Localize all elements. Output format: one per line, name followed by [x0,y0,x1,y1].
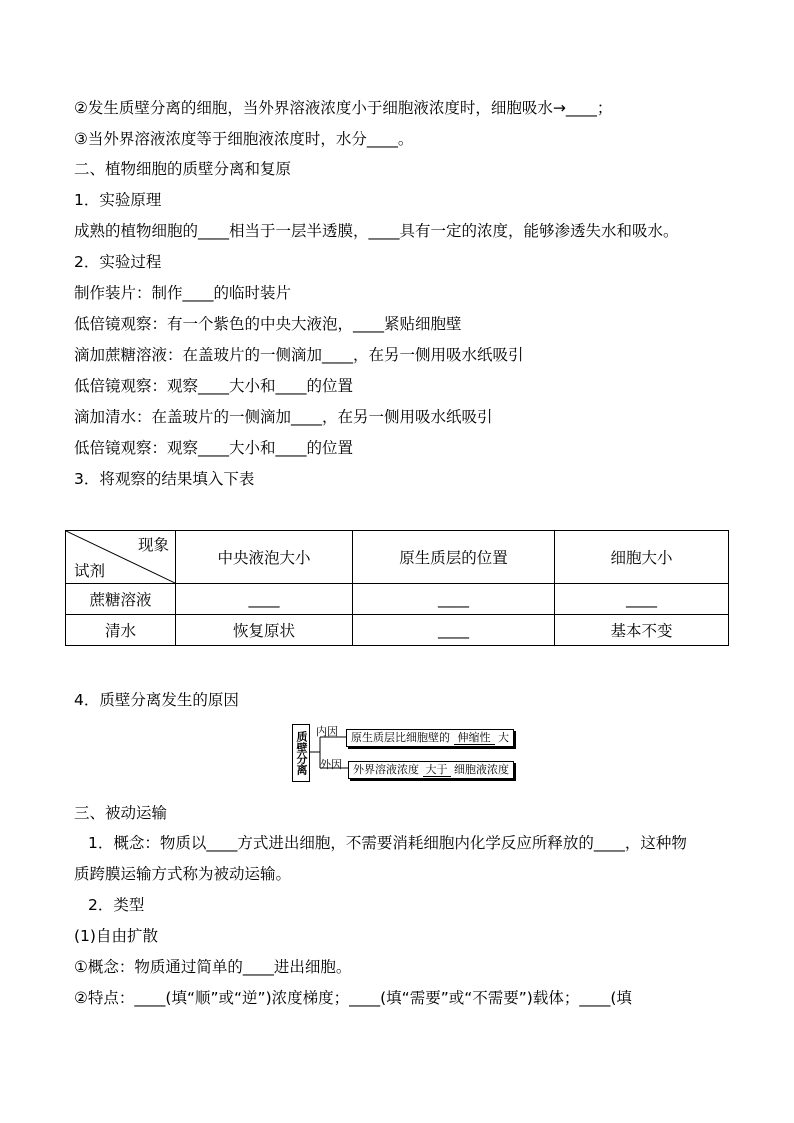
table-header-row [66,531,729,584]
row-label: 蔗糖溶液 [66,584,176,615]
text-line: 成熟的植物细胞的____相当于一层半透膜，____具有一定的浓度，能够渗透失水和吸水。 [74,222,679,240]
outer-cause-label: 外因 [320,758,342,771]
text-line: 滴加蔗糖溶液：在盖玻片的一侧滴加____，在另一侧用吸水纸吸引 [74,346,524,364]
table-cell: 基本不变 [555,615,729,646]
table-row [66,584,729,615]
section-heading: 三、被动运输 [74,804,168,822]
subheading: 3．将观察的结果填入下表 [74,470,255,488]
table-header: 原生质层的位置 [353,531,555,584]
subheading: 4．质壁分离发生的原因 [74,691,239,709]
text-line: 滴加清水：在盖玻片的一侧滴加____，在另一侧用吸水纸吸引 [74,408,493,426]
text-line: 低倍镜观察：观察____大小和____的位置 [74,377,354,395]
text-line: 1．概念：物质以____方式进出细胞，不需要消耗细胞内化学反应所释放的____，这种物 [88,834,687,852]
outer-cause-box [348,761,514,779]
text-line: ②特点：____(填“顺”或“逆”)浓度梯度；____(填“需要”或“不需要”)载体；____(填 [74,989,632,1007]
text-line: ②发生质壁分离的细胞，当外界溶液浓度小于细胞液浓度时，细胞吸水→____； [74,99,613,117]
outer-cause-suffix: 细胞液浓度 [454,763,509,776]
table-row [66,615,729,646]
text-line: ①概念：物质通过简单的____进出细胞。 [74,958,352,976]
table-corner-cell [66,531,176,584]
corner-bottom-label: 试剂 [74,562,106,580]
outer-cause-fill: 大于 [423,763,451,777]
inner-cause-text: 原生质层比细胞壁的 [351,731,450,744]
text-line: 低倍镜观察：有一个紫色的中央大液泡，____紧贴细胞壁 [74,315,462,333]
subheading: 1．实验原理 [74,191,162,209]
table-cell: ____ [353,584,555,615]
table-cell: ____ [353,615,555,646]
inner-cause-box [346,729,514,747]
text-line: 质跨膜运输方式称为被动运输。 [74,865,292,883]
text-line: 低倍镜观察：观察____大小和____的位置 [74,439,354,457]
text-line: 制作装片：制作____的临时装片 [74,284,292,302]
inner-cause-label: 内因 [316,725,338,738]
inner-cause-suffix: 大 [498,731,509,744]
subheading: 2．类型 [88,896,145,914]
text-line: ③当外界溶液浓度等于细胞液浓度时，水分____。 [74,130,414,148]
section-heading: 二、植物细胞的质壁分离和复原 [74,160,292,178]
table-cell: 恢复原状 [176,615,353,646]
row-label: 清水 [66,615,176,646]
corner-top-label: 现象 [137,536,169,554]
observation-table [65,530,729,646]
subheading: (1)自由扩散 [74,927,158,945]
table-header: 中央液泡大小 [176,531,353,584]
diagram-main-box: 质壁分离 [292,724,310,782]
table-cell: ____ [555,584,729,615]
inner-cause-fill: 伸缩性 [454,731,495,745]
subheading: 2．实验过程 [74,253,162,271]
table-cell: ____ [176,584,353,615]
table-header: 细胞大小 [555,531,729,584]
outer-cause-text: 外界溶液浓度 [353,763,419,776]
cause-diagram [290,722,520,784]
